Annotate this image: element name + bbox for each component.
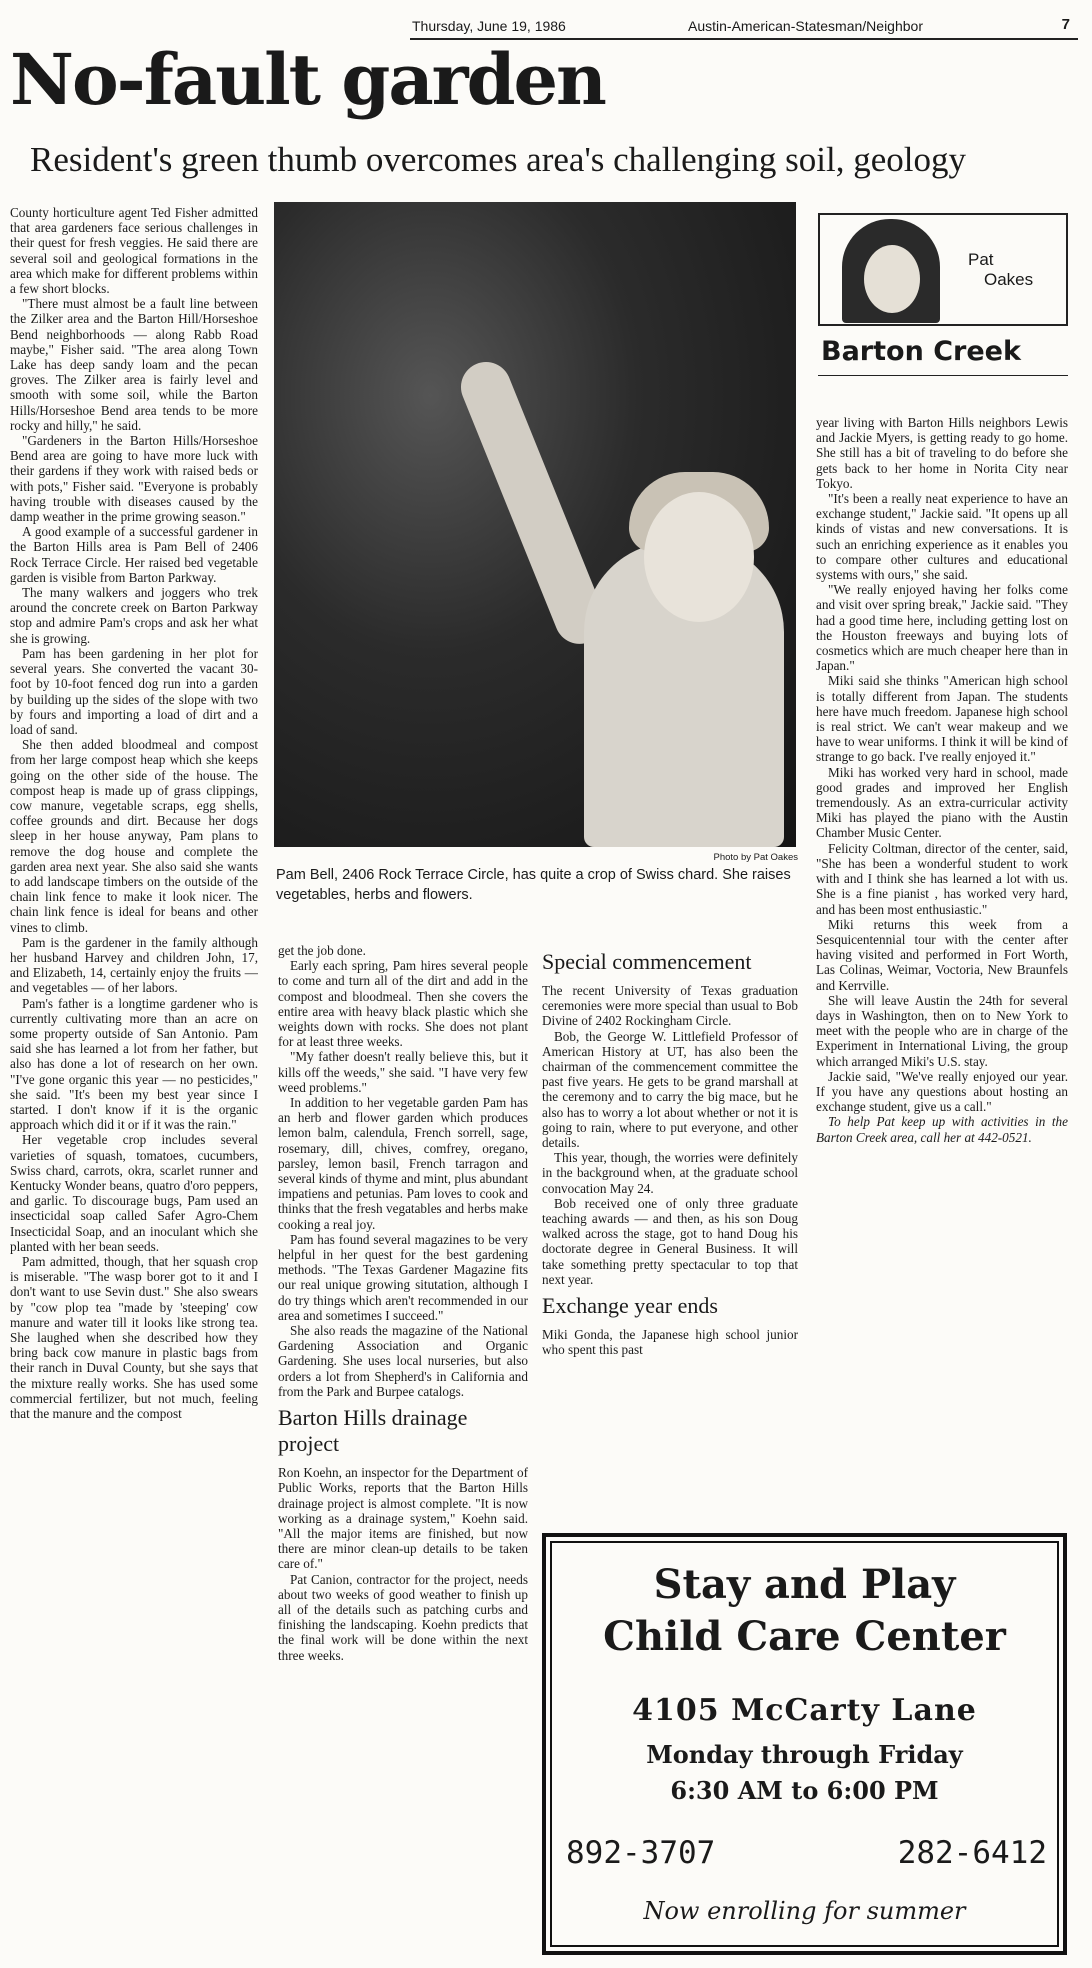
paragraph: Her vegetable crop includes several varieties of squash, tomatoes, cucumbers, Swiss chard, carrots, okra, scarlet runner and Kentucky Wonder beans, quatro d'oro peppers, and garlic. To discourage bugs, Pam used an insecticidal soap called Safer Agro-Chem Insecticidal Soap, and an inoculant which she planted with her bean seeds. [10,1132,258,1254]
paragraph: Pam has found several magazines to be very helpful in her quest for the best gardening methods. "The Texas Gardener Magazine fits our real unique growing situtation, although I do try things which aren't recommended in our area and sometimes I succeed." [278,1231,528,1323]
paragraph: "It's been a really neat experience to have an exchange student," Jackie said. "It opens up all kinds of vistas and new conversations. It is such an enriching experience as it enables you to compare other cultures and educational systems with ours," she said. [816,491,1068,583]
paragraph: She also reads the magazine of the National Gardening Association and Organic Gardening. She uses local nurseries, but also orders a lot from Shepherd's in California and from the Park and Burpee catalogs. [278,1323,528,1399]
column-section-title: Barton Creek [818,328,1068,376]
paragraph: County horticulture agent Ted Fisher admitted that area gardeners face serious challenges in their quest for fresh veggies. He said there are several soil and geological formations in the area which make for different problems within a few short blocks. [10,205,258,297]
article-column-1 [10,205,258,1960]
page-folio [410,16,1078,40]
paragraph: get the job done. [278,943,366,958]
paragraph: Pam admitted, though, that her squash crop is miserable. "The wasp borer got to it and I don't want to use Sevin dust." She also swears by "cow plop tea "made by 'steeping' cow manure and water till it looks like strong tea. She laughed when she described how they bring back cow manure in plastic bags from their ranch in Duval County, but she says that the mixture really works. She has used some commercial fertilizer, but not much, feeling that the manure and the compost [10,1254,258,1422]
paragraph: Miki Gonda, the Japanese high school junior who spent this past [542,1327,798,1358]
paragraph: Early each spring, Pam hires several people to come and turn all of the dirt and add in the compost and bloodmeal. Then she covers the entire area with heavy black plastic which she weights down with rocks. She does not plant for at least three weeks. [278,958,528,1050]
paragraph: Pam's father is a longtime gardener who is currently cultivating more than an acre on some property outside of San Antonio. Pam said she has learned a lot from her father, but also has done a lot of research on her own. "I've gone organic this year — no pesticides," she said. "It's been my best year since I started. I don't know if it is the organic approach which did it or if it was the rain." [10,995,258,1133]
paragraph: Miki has worked very hard in school, made good grades and improved her English tremendously. As an extra-curricular activity Miki has played the piano with the Austin Chamber Music Center. [816,764,1068,841]
paragraph: "There must almost be a fault line between the Zilker area and the Barton Hill/Horseshoe Bend neighborhoods — along Rabb Road maybe," Fisher said. "The area along Town Lake has deep sandy loam and the pecan groves. The Zilker area is fairly level and smooth with some soil, while the Barton Hills/Horseshoe Bend area tends to be more rocky and hilly," he said. [10,296,258,433]
ad-phone-2: 282-6412 [897,1835,1047,1871]
paragraph: In addition to her vegetable garden Pam has an herb and flower garden which produces lemon balm, calendula, French sorrell, sage, rosemary, dill, chives, comfrey, oregano, parsley, lemon basil, French tarragon and several kinds of thyme and mint, plus abundant impatiens and petunias. Pam loves to cook and thinks that the fresh vegatables and herbs make cooking a real joy. [278,1095,528,1232]
exchange-body [542,1327,798,1357]
issue-date: Thursday, June 19, 1986 [412,18,566,34]
paragraph: Bob received one of only three graduate teaching awards — and then, as his son Doug walked across the stage, got to hand Doug his doctorate degree in General Business. It will take something pretty spectacular to top that next year. [542,1195,798,1287]
advertisement-inner-border [550,1541,1059,1947]
paragraph: Miki returns this week from a Sesquicentennial tour with the center after having visited and performed in Fort Worth, Las Colinas, Weimar, Voctoria, New Braunfels and Kerrville. [816,916,1068,993]
columnist-name [968,250,1033,290]
paragraph: Pat Canion, contractor for the project, needs about two weeks of good weather to finish up all of the details such as patching curbs and finishing the landscaping. Koehn predicts that the final work will be done within the next three weeks. [278,1571,528,1663]
headline: No-fault garden [10,38,605,121]
paragraph: She will leave Austin the 24th for several days in Washington, then on to New York to meet with the people who are in charge of the Experiment in International Living, the group which arranged Miki's U.S. stay. [816,992,1068,1069]
article-column-4 [816,415,1068,1495]
article-column-2 [278,943,528,1958]
subheadline: Resident's green thumb overcomes area's challenging soil, geology [30,140,966,179]
article-column-3 [542,943,798,1483]
columnist-last-name: Oakes [984,270,1034,289]
paragraph: Pam is the gardener in the family although her husband Harvey and children John, 17, and Elizabeth, 14, certainly enjoy the fruits — and vegetables — of her labors. [10,934,258,996]
paragraph: The many walkers and joggers who trek around the concrete creek on Barton Parkway stop and admire Pam's crops and ask her what she is growing. [10,585,258,646]
ad-days: Monday through Friday [646,1740,963,1769]
columnist-face [864,245,920,313]
paragraph: Miki said she thinks "American high school is totally different from Japan. The students here have much freedom. Japanese high school is real strict. We can't wear makeup and we have to wear uniforms. I think it will be kind of strange to go back. I've really enjoyed it." [816,673,1068,765]
article-column-2-body [278,943,528,1399]
paragraph: Felicity Coltman, director of the center, said, "She has been a wonderful student to work with and I think she has learned a lot with us. She is a fine pianist , has worked very hard, and has been most enthusiastic." [816,840,1068,917]
columnist-box [818,213,1068,326]
ad-title-line-2: Child Care Center [603,1613,1006,1660]
drainage-body [278,1465,528,1663]
photo-face [644,492,754,622]
newspaper-name: Austin-American-Statesman/Neighbor [688,18,923,34]
commencement-subhead: Special commencement [542,949,752,974]
paragraph: Jackie said, "We've really enjoyed our year. If you have any questions about hosting an exchange student, give us a call." [816,1068,1068,1115]
paragraph: Ron Koehn, an inspector for the Department of Public Works, reports that the Barton Hills drainage project is almost complete. "It is now working as a drainage system," Koehn said. "All the major items are finished, but now there are minor clean-up details to be taken care of." [278,1465,528,1572]
exchange-subhead: Exchange year ends [542,1293,718,1319]
article-photo [274,202,796,847]
ad-title-line-1: Stay and Play [653,1561,956,1608]
column-tagline: To help Pat keep up with activities in the Barton Creek area, call her at 442-0521. [816,1114,1068,1145]
photo-credit: Photo by Pat Oakes [713,852,798,863]
columnist-photo [842,219,940,323]
paragraph: year living with Barton Hills neighbors Lewis and Jackie Myers, is getting ready to go home. She still has a bit of traveling to do before she gets back to her home in Norita City near Tokyo. [816,415,1068,491]
drainage-subhead: Barton Hills drainage project [278,1405,468,1457]
paragraph: Pam has been gardening in her plot for several years. She converted the vacant 30-foot by 10-foot fenced dog run into a garden by building up the sides of the slope with two by fours and importing a load of dirt and a load of sand. [10,645,258,737]
paragraph: A good example of a successful gardener in the Barton Hills area is Pam Bell of 2406 Rock Terrace Circle. Her raised bed vegetable garden is visible from Barton Parkway. [10,524,258,585]
paragraph: The recent University of Texas graduation ceremonies were more special than usual to Bob Divine of 2402 Rockingham Circle. [542,983,798,1029]
paragraph: Bob, the George W. Littlefield Professor of American History at UT, has also been the chairman of the commencement committee the past five years. He gets to be grand marshall at the ceremony and to carry the big mace, but he also has to worry a lot about whether or not it is going to rain, where to put everyone, and other details. [542,1028,798,1151]
advertisement [542,1533,1067,1955]
paragraph: "My father doesn't really believe this, but it kills off the weeds," she said. "I have very few weed problems." [278,1049,528,1095]
ad-address: 4105 McCarty Lane [632,1693,977,1728]
paragraph: This year, though, the worries were definitely in the background when, at the graduate school convocation May 24. [542,1150,798,1196]
paragraph: "We really enjoyed having her folks come and visit over spring break," Jackie said. "They had a good time here, including getting lost on the Houston freeways and buying lots of cosmetics which are much cheaper here than in Japan." [816,582,1068,674]
ad-phone-1: 892-3707 [566,1835,716,1871]
page-number: 7 [1061,16,1070,33]
ad-hours: 6:30 AM to 6:00 PM [670,1776,939,1805]
photo-caption: Pam Bell, 2406 Rock Terrace Circle, has quite a crop of Swiss chard. She raises vegetables, herbs and flowers. [276,867,791,903]
article-column-4-body [816,415,1068,1114]
paragraph: She then added bloodmeal and compost from her large compost heap which she keeps going on the other side of the house. The compost heap is made up of grass clippings, cow manure, vegetable scraps, egg shells, coffee grounds and dirt. Because her dogs sleep in her house anyway, Pam plans to remove the dog house and complete the garden area next year. She also said she wants to add landscape timbers on the outside of the chain link fence to make it look nicer. The chain link fence is ideal for beans and other vines to climb. [10,737,258,935]
columnist-first-name: Pat [968,250,994,269]
commencement-body [542,983,798,1287]
ad-enrollment-note: Now enrolling for summer [643,1897,966,1925]
paragraph: "Gardeners in the Barton Hills/Horseshoe Bend area are going to have more luck with their gardens if they work with raised beds or with pots," Fisher said. "Everyone is probably having trouble with diseases caused by the damp weather in the prime growing season." [10,433,258,525]
